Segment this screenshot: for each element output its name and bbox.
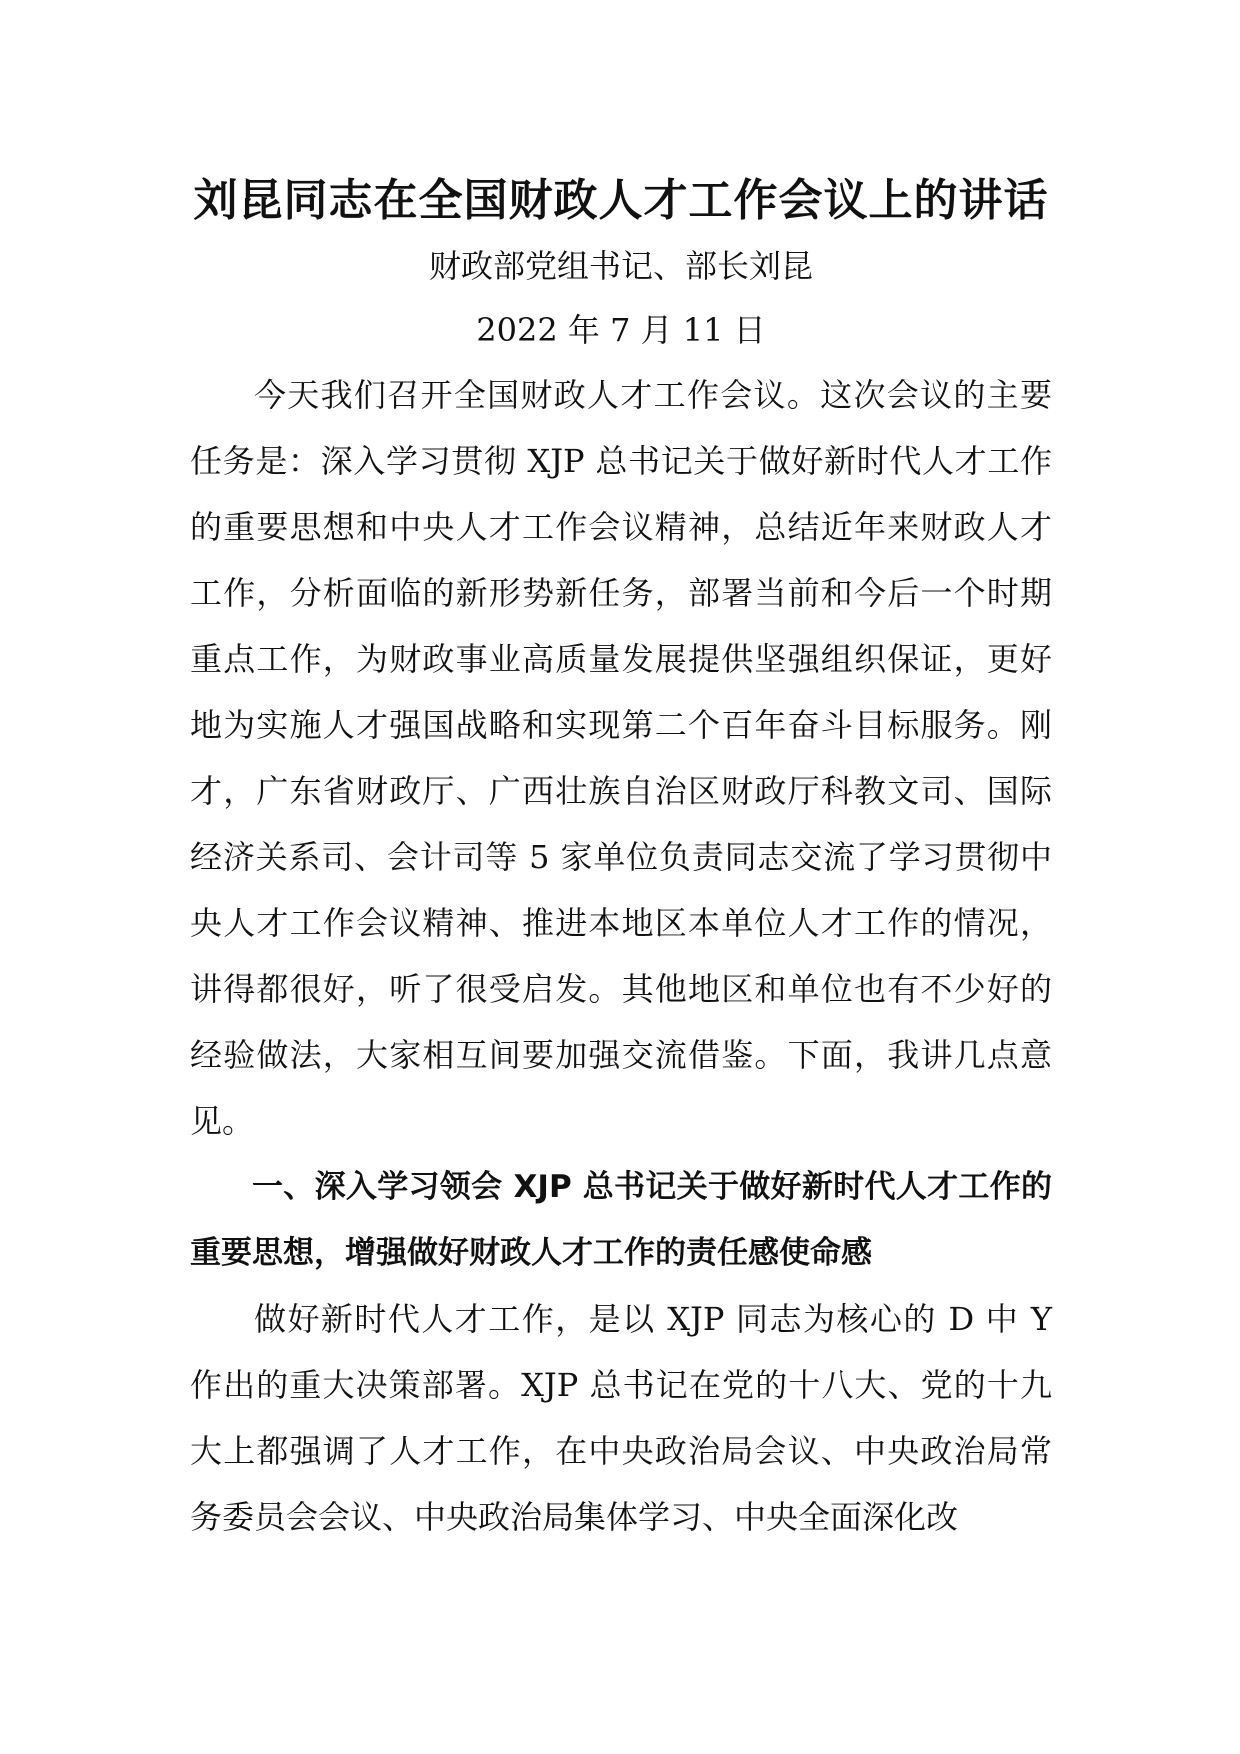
date-line: 2022 年 7 月 11 日 [476, 311, 766, 349]
section-heading: 一、深入学习领会 XJP 总书记关于做好新时代人才工作的重要思想，增强做好财政人才工作的责任感使命感 [190, 1169, 1052, 1271]
section-paragraph: 做好新时代人才工作，是以 XJP 同志为核心的 D 中 Y 作出的重大决策部署。XJP 总书记在党的十八大、党的十九大上都强调了人才工作，在中央政治局会议、中央政治局常务委员会会议、中央政治局集体学习、中央全面深化改 [190, 1300, 1052, 1536]
author-line: 财政部党组书记、部长刘昆 [428, 247, 813, 285]
document-title: 刘昆同志在全国财政人才工作会议上的讲话 [193, 175, 1049, 226]
intro-paragraph: 今天我们召开全国财政人才工作会议。这次会议的主要任务是：深入学习贯彻 XJP 总书记关于做好新时代人才工作的重要思想和中央人才工作会议精神，总结近年来财政人才工作，分析面临的新形势新任务，部署当前和今后一个时期重点工作，为财政事业高质量发展提供坚强组织保证，更好地为实施人才强国战略和实现第二个百年奋斗目标服务。刚才，广东省财政厅、广西壮族自治区财政厅科教文司、国际经济关系司、会计司等 5 家单位负责同志交流了学习贯彻中央人才工作会议精神、推进本地区本单位人才工作的情况，讲得都很好，听了很受启发。其他地区和单位也有不少好的经验做法，大家相互间要加强交流借鉴。下面，我讲几点意见。 [190, 376, 1052, 1140]
document-page [190, 168, 1052, 1550]
